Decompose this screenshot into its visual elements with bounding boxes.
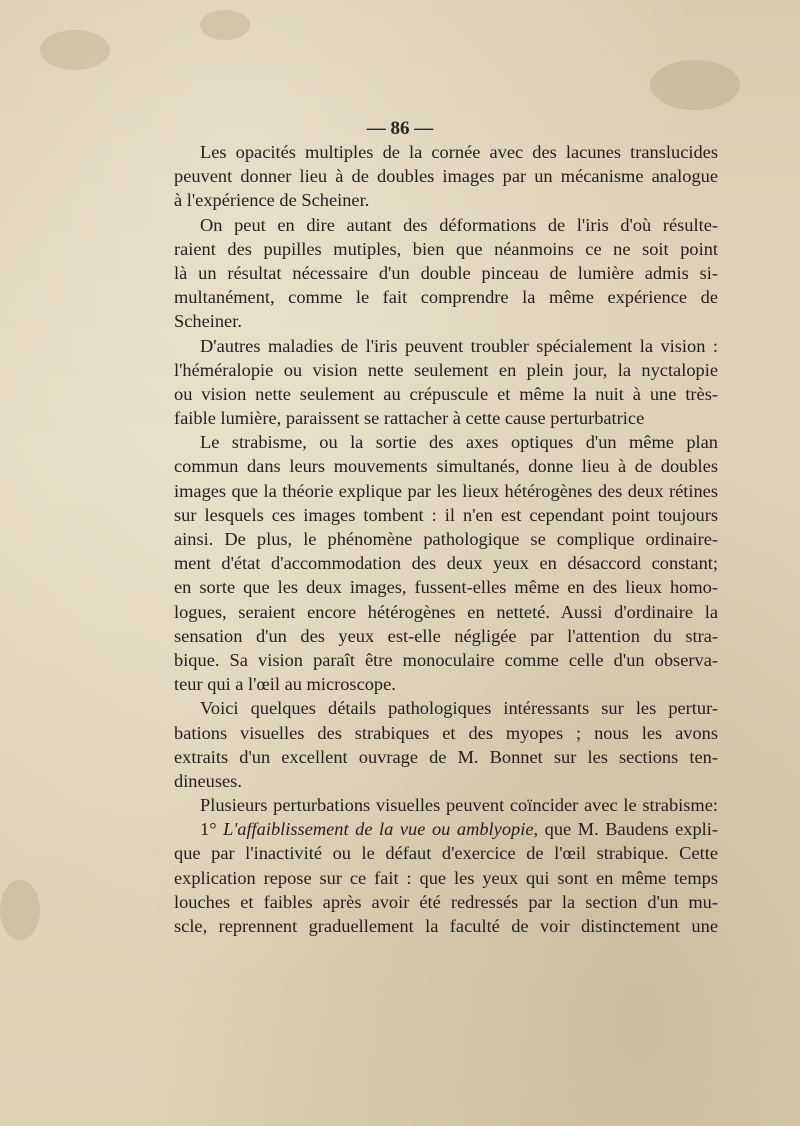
text-line: Le strabisme, ou la sortie des axes optiques d'un même plan: [200, 432, 718, 453]
paper-stain: [0, 880, 40, 940]
body-text: [174, 140, 718, 938]
text-line: raient des pupilles mutiples, bien que néanmoins ce ne soit point: [174, 238, 718, 259]
text-line: 1° L'affaiblissement de la vue ou amblyopie, que M. Baudens expli-: [200, 819, 718, 840]
text-line: images que la théorie explique par les lieux hétérogènes des deux rétines: [174, 480, 718, 501]
text-line: Plusieurs perturbations visuelles peuvent coïncider avec le strabisme:: [200, 795, 718, 816]
text-line: teur qui a l'œil au microscope.: [174, 674, 396, 695]
text-line: sur lesquels ces images tombent : il n'en est cependant point toujours: [174, 504, 718, 525]
paper-stain: [200, 10, 250, 40]
paper-stain: [650, 60, 740, 110]
text-line: D'autres maladies de l'iris peuvent troubler spécialement la vision :: [200, 335, 718, 356]
text-line: explication repose sur ce fait : que les yeux qui sont en même temps: [174, 867, 718, 888]
text-line: là un résultat nécessaire d'un double pinceau de lumière admis si-: [174, 262, 718, 283]
text-line: extraits d'un excellent ouvrage de M. Bonnet sur les sections ten-: [174, 746, 718, 767]
text-line: que par l'inactivité ou le défaut d'exercice de l'œil strabique. Cette: [174, 843, 718, 864]
page-number: — 86 —: [366, 118, 434, 139]
text-line: scle, reprennent graduellement la faculté de voir distinctement une: [174, 916, 718, 936]
text-line: ment d'état d'accommodation des deux yeux en désaccord constant;: [174, 553, 718, 574]
text-line: logues, seraient encore hétérogènes en netteté. Aussi d'ordinaire la: [174, 601, 718, 622]
text-line: On peut en dire autant des déformations de l'iris d'où résulte-: [200, 214, 718, 235]
text-line: bique. Sa vision paraît être monoculaire comme celle d'un observa-: [174, 649, 718, 670]
text-line: Les opacités multiples de la cornée avec des lacunes translucides: [200, 142, 718, 162]
text-line: faible lumière, paraissent se rattacher à cette cause perturbatrice: [174, 408, 645, 429]
text-line: sensation d'un des yeux est-elle négligée par l'attention du stra-: [174, 625, 718, 646]
text-line: dineuses.: [174, 770, 242, 791]
text-line: Voici quelques détails pathologiques intéressants sur les pertur-: [200, 698, 718, 719]
italic-term: L'affaiblissement de la vue ou amblyopie: [223, 819, 534, 840]
text-line: peuvent donner lieu à de doubles images par un mécanisme analogue: [174, 166, 718, 187]
text-line: commun dans leurs mouvements simultanés, donne lieu à de doubles: [174, 456, 718, 477]
text-line: l'héméralopie ou vision nette seulement en plein jour, la nyctalopie: [174, 359, 718, 380]
text-line: en sorte que les deux images, fussent-elles même en des lieux homo-: [174, 577, 718, 598]
text-line: Scheiner.: [174, 311, 242, 332]
paper-stain: [40, 30, 110, 70]
text-line: multanément, comme le fait comprendre la même expérience de: [174, 287, 718, 308]
text-line: ou vision nette seulement au crépuscule et même la nuit à une très-: [174, 383, 718, 404]
text-line: louches et faibles après avoir été redressés par la section d'un mu-: [174, 891, 718, 912]
text-line: à l'expérience de Scheiner.: [174, 190, 370, 211]
text-line: bations visuelles des strabiques et des myopes ; nous les avons: [174, 722, 718, 743]
text-line: ainsi. De plus, le phénomène pathologique se complique ordinaire-: [174, 529, 718, 549]
